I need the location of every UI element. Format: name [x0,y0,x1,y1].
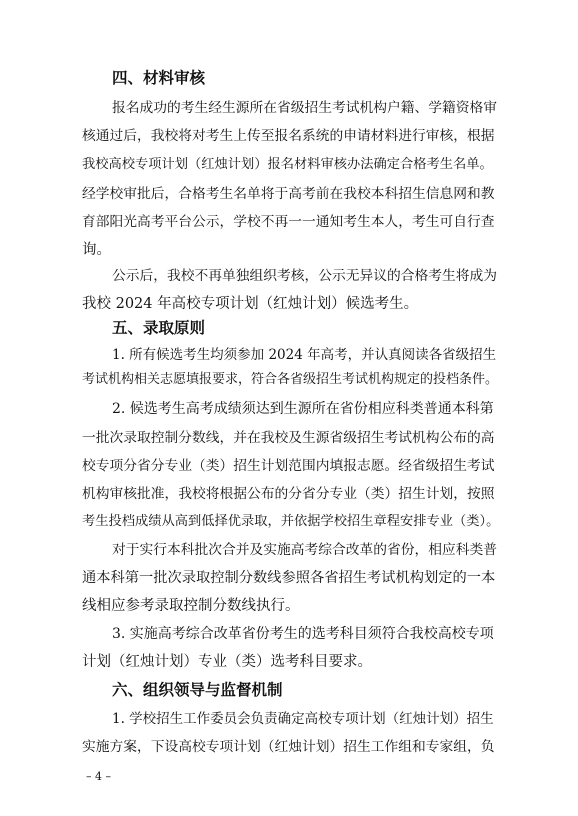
section-heading-materials-review: 四、材料审核 [112,69,206,87]
paragraph-line: 实施方案，下设高校专项计划（红烛计划）招生工作组和专家组，负 [82,739,495,755]
paragraph-line: 我校 2024 年高校专项计划（红烛计划）候选考生。 [82,296,419,312]
paragraph-line: 对于实行本科批次合并及实施高考综合改革的省份，相应科类普 [112,542,498,558]
paragraph-line: 公示后，我校不再单独组织考核，公示无异议的合格考生将成为 [112,268,498,284]
paragraph-line: 考生投档成绩从高到低择优录取，并依据学校招生章程安排专业（类）。 [82,514,500,529]
paragraph-line: 1. 所有候选考生均须参加 2024 年高考，并认真阅读各省级招生 [112,347,497,363]
paragraph-line: 核通过后，我校将对考生上传至报名系统的申请材料进行审核，根据 [82,128,495,144]
paragraph-line: 经学校审批后，合格考生名单将于高考前在我校本科招生信息网和教 [82,186,495,202]
paragraph-line: 询。 [82,242,111,258]
paragraph-line: 线相应参考录取控制分数线执行。 [82,598,300,614]
page-number: – 4 – [86,770,111,783]
section-heading-organization-supervision: 六、组织领导与监督机制 [112,681,283,699]
paragraph-line: 考试机构相关志愿填报要求，符合各省级招生考试机构规定的投档条件。 [82,372,499,387]
paragraph-line: 一批次录取控制分数线，并在我校及生源省级招生考试机构公布的高 [82,430,495,446]
paragraph-line: 育部阳光高考平台公示，学校不再一一通知考生本人，考生可自行查 [82,214,495,230]
paragraph-line: 校专项分省分专业（类）招生计划范围内填报志愿。经省级招生考试 [82,458,495,474]
paragraph-line: 2. 候选考生高考成绩须达到生源所在省份相应科类普通本科第 [112,401,494,417]
section-heading-admission-principles: 五、录取原则 [112,319,206,337]
paragraph-line: 1. 学校招生工作委员会负责确定高校专项计划（红烛计划）招生 [112,711,494,727]
paragraph-line: 通本科第一批次录取控制分数线参照各省招生考试机构划定的一本 [82,570,496,586]
paragraph-line: 机构审核批准，我校将根据公布的分省分专业（类）招生计划，按照 [82,486,495,502]
paragraph-line: 报名成功的考生经生源所在省级招生考试机构户籍、学籍资格审 [112,100,498,116]
paragraph-line: 计划（红烛计划）专业（类）选考科目要求。 [82,654,372,670]
paragraph-line: 3. 实施高考综合改革省份考生的选考科目须符合我校高校专项 [112,626,494,642]
paragraph-line: 我校高校专项计划（红烛计划）报名材料审核办法确定合格考生名单。 [82,157,493,172]
